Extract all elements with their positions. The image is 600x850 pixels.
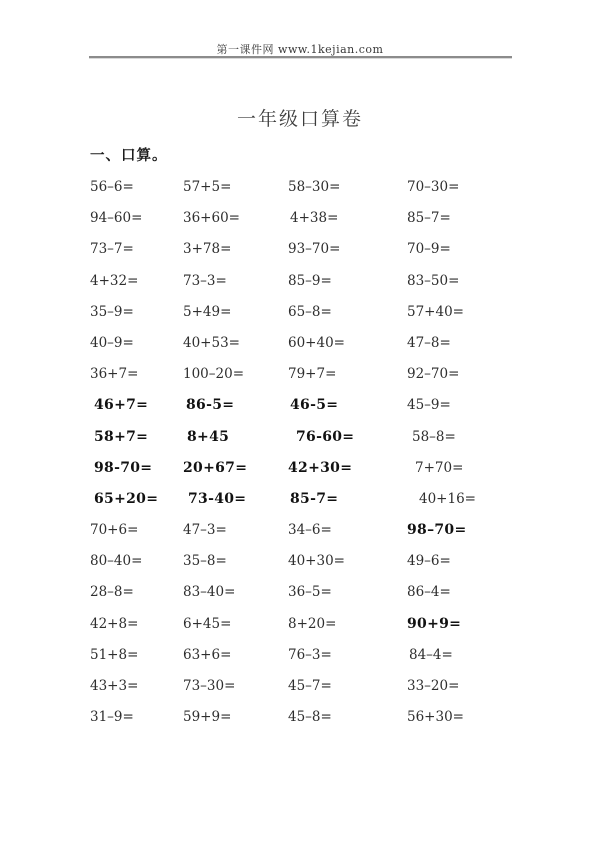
problem-cell: 85–9= [288, 272, 332, 289]
problem-cell: 76–3= [288, 646, 332, 663]
problem-cell: 49–6= [407, 553, 451, 570]
problem-cell: 56–6= [90, 179, 134, 195]
problem-cell: 47–8= [407, 334, 451, 351]
problem-cell: 36–5= [288, 584, 332, 601]
header-rule [89, 56, 512, 59]
problem-cell: 73-40= [188, 490, 247, 507]
problem-cell: 28–8= [90, 584, 134, 601]
problem-cell: 5+49= [183, 303, 232, 320]
problem-cell: 94–60= [90, 210, 143, 227]
problem-cell: 8+45 [187, 428, 230, 445]
problem-cell: 4+32= [90, 272, 139, 289]
problem-cell: 79+7= [288, 366, 337, 383]
problem-cell: 70–30= [407, 179, 460, 195]
problem-cell: 34–6= [288, 522, 332, 539]
problem-cell: 73–30= [183, 678, 236, 694]
problem-cell: 85-7= [290, 490, 339, 507]
problem-cell: 84–4= [409, 646, 453, 663]
problem-cell: 45–9= [407, 397, 451, 414]
problem-cell: 98-70= [94, 459, 153, 476]
problem-cell: 59+9= [183, 709, 232, 726]
problem-cell: 42+8= [90, 615, 139, 632]
problem-cell: 73–3= [183, 272, 227, 289]
problem-cell: 3+78= [183, 241, 232, 258]
problem-cell: 70+6= [90, 522, 139, 539]
problem-cell: 80–40= [90, 553, 143, 570]
problem-cell: 100–20= [183, 366, 245, 383]
problem-cell: 90+9= [407, 615, 462, 632]
problem-cell: 92–70= [407, 366, 460, 383]
problem-cell: 65–8= [288, 303, 332, 320]
problem-cell: 45–8= [288, 709, 332, 726]
problem-cell: 6+45= [183, 615, 232, 632]
problem-cell: 36+7= [90, 366, 139, 383]
section-heading: 一、口算。 [90, 147, 168, 164]
problem-cell: 40+16= [419, 490, 476, 507]
problem-cell: 42+30= [288, 459, 353, 476]
problem-cell: 76-60= [296, 428, 355, 445]
problem-cell: 35–8= [183, 553, 227, 570]
problem-cell: 46+7= [94, 397, 149, 414]
problem-cell: 43+3= [90, 678, 139, 694]
problem-cell: 57+5= [183, 179, 232, 195]
problem-cell: 98–70= [407, 522, 467, 539]
problem-cell: 8+20= [288, 615, 337, 632]
problem-cell: 47–3= [183, 522, 227, 539]
problem-cell: 56+30= [407, 709, 464, 726]
problem-cell: 58–8= [412, 428, 456, 445]
problem-cell: 83–40= [183, 584, 236, 601]
problem-cell: 36+60= [183, 210, 240, 227]
problem-cell: 70–9= [407, 241, 451, 258]
problem-cell: 73–7= [90, 241, 134, 258]
problem-cell: 40+30= [288, 553, 345, 570]
problem-cell: 20+67= [183, 459, 248, 476]
problem-cell: 83–50= [407, 272, 460, 289]
problem-cell: 65+20= [94, 490, 159, 507]
problem-cell: 57+40= [407, 303, 464, 320]
page-title: 一年级口算卷 [236, 108, 363, 130]
problem-cell: 85–7= [407, 210, 451, 227]
problem-cell: 31–9= [90, 709, 134, 726]
problem-cell: 63+6= [183, 646, 232, 663]
problem-cell: 86–4= [407, 584, 451, 601]
problem-cell: 40–9= [90, 334, 134, 351]
site-label: 第一课件网 www.1kejian.com [216, 43, 384, 56]
problem-cell: 58+7= [94, 428, 149, 445]
problems-grid [90, 172, 535, 733]
problem-cell: 40+53= [183, 334, 240, 351]
problem-cell: 60+40= [288, 334, 345, 351]
problem-cell: 7+70= [415, 459, 464, 476]
problem-cell: 45–7= [288, 678, 332, 694]
problem-cell: 58–30= [288, 179, 341, 195]
problem-cell: 51+8= [90, 646, 139, 663]
problem-cell: 4+38= [290, 210, 339, 227]
problem-cell: 93–70= [288, 241, 341, 258]
problem-cell: 33–20= [407, 678, 460, 694]
problem-cell: 35–9= [90, 303, 134, 320]
problem-cell: 46-5= [290, 397, 339, 414]
problem-cell: 86-5= [186, 397, 235, 414]
